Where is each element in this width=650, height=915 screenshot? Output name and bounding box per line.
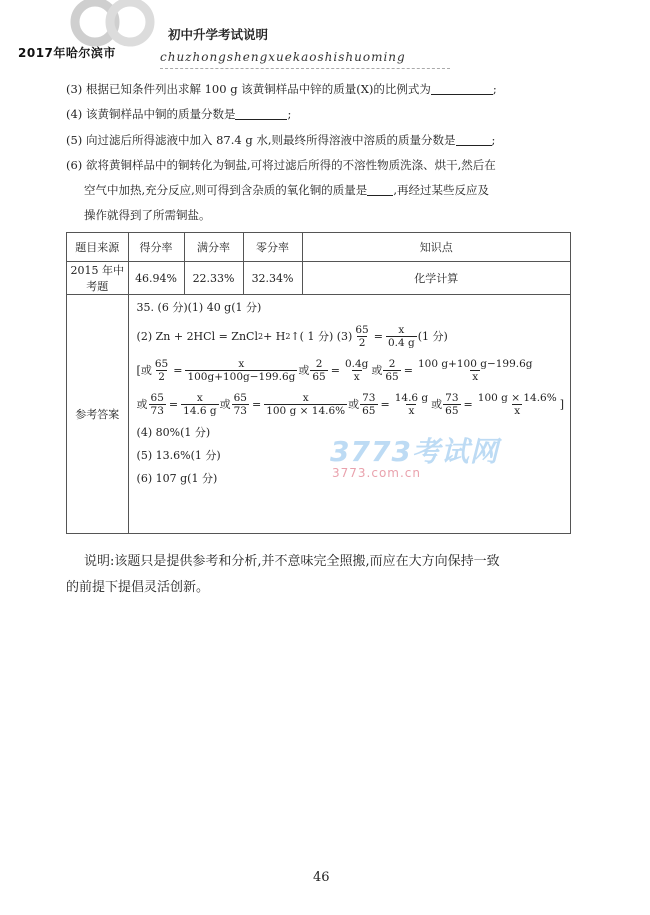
table-header-row <box>67 233 571 262</box>
question-4: (4) 该黄铜样品中铜的质量分数是 ; <box>66 107 292 121</box>
analysis-table <box>66 232 571 534</box>
table-row <box>67 262 571 295</box>
watermark-url: 3773.com.cn <box>332 466 421 480</box>
question-5: (5) 向过滤后所得滤液中加入 87.4 g 水,则最终所得溶液中溶质的质量分数是 ; <box>66 133 496 147</box>
table-header-cell: 题目来源 <box>67 233 129 262</box>
table-header-cell: 得分率 <box>128 233 184 262</box>
fraction: $\frac{x}{100g+100g-199.6g}$ <box>187 358 296 383</box>
answer-line: 或 $\frac{65}{73}$ = $\frac{x}{14.6 g}$ 或 $\frac{65}{73}$ = $\frac{x}{100 g \times 14.6\%}$ 或 $\frac{73}{65}$ = $\frac{14.6 g}{x}$ 或 $\frac{73}{65}$ = $\frac{100 g \times 14.6\%}{x}$ ] <box>136 392 564 417</box>
answer-blank <box>456 133 492 146</box>
answer-line: [或 $\frac{65}{2}$ = $\frac{x}{100g+100g-199.6g}$ 或 $\frac{2}{65}$ = $\frac{0.4g}{x}$ 或 $\frac{2}{65}$ = $\frac{100 g+100 g-199.6g}{x}$ <box>136 358 533 383</box>
header-pinyin: chuzhongshengxuekaoshishuoming <box>160 50 406 64</box>
page-number: 46 <box>313 870 330 885</box>
table-cell: 32.34% <box>243 262 302 295</box>
table-cell: 22.33% <box>184 262 243 295</box>
question-6-line-3: 操作就得到了所需铜盐。 <box>84 208 211 222</box>
answer-blank <box>235 107 287 120</box>
answer-line: 35. (6 分)(1) 40 g(1 分) <box>136 301 262 314</box>
fraction: $\frac{65}{2}$ <box>355 324 369 349</box>
fraction: $\frac{100 g+100 g-199.6g}{x}$ <box>417 358 533 383</box>
answer-content <box>128 295 570 534</box>
answer-row <box>67 295 571 534</box>
note-line-2: 的前提下提倡灵活创新。 <box>66 580 210 595</box>
answer-blank <box>431 82 493 95</box>
header-title: 初中升学考试说明 <box>168 27 269 42</box>
fraction: $\frac{2}{65}$ <box>385 358 399 383</box>
table-cell: 2015 年中考题 <box>67 262 129 295</box>
answer-label: 参考答案 <box>67 295 129 534</box>
fraction: $\frac{73}{65}$ <box>445 392 459 417</box>
answer-line: (6) 107 g(1 分) <box>136 472 218 485</box>
header-divider <box>160 68 450 69</box>
fraction: $\frac{0.4g}{x}$ <box>344 358 369 383</box>
answer-blank <box>367 183 393 196</box>
table-header-cell: 知识点 <box>302 233 570 262</box>
fraction: $\frac{65}{2}$ <box>154 358 169 383</box>
header-year-city: 2017年哈尔滨市 <box>18 46 116 60</box>
fraction: $\frac{14.6 g}{x}$ <box>394 392 429 417</box>
fraction: $\frac{73}{65}$ <box>362 392 376 417</box>
fraction: $\frac{x}{14.6 g}$ <box>183 392 217 417</box>
fraction: $\frac{x}{100 g \times 14.6\%}$ <box>266 392 346 417</box>
table-header-cell: 满分率 <box>184 233 243 262</box>
answer-line: (5) 13.6%(1 分) <box>136 449 221 462</box>
fraction: $\frac{100 g \times 14.6\%}{x}$ <box>477 392 557 417</box>
answer-line: (2) Zn + 2HCl = ZnCl 2 + H 2 ↑( 1 分) (3) $\frac{65}{2}$ = $\frac{x}{0.4 g}$ (1 分) <box>136 324 448 349</box>
fraction: $\frac{x}{0.4 g}$ <box>387 324 415 349</box>
question-3: (3) 根据已知条件列出求解 100 g 该黄铜样品中锌的质量(X)的比例式为 ; <box>66 82 497 96</box>
fraction: $\frac{65}{73}$ <box>150 392 164 417</box>
fraction: $\frac{65}{73}$ <box>233 392 247 417</box>
table-cell: 化学计算 <box>302 262 570 295</box>
answer-line: (4) 80%(1 分) <box>136 426 211 439</box>
question-6-line-1: (6) 欲将黄铜样品中的铜转化为铜盐,可将过滤后所得的不溶性物质洗涤、烘干,然后在 <box>66 158 496 172</box>
fraction: $\frac{2}{65}$ <box>312 358 326 383</box>
watermark-logo: 3773考试网 <box>330 435 499 468</box>
table-header-cell: 零分率 <box>243 233 302 262</box>
note-line-1: 说明:该题只是提供参考和分析,并不意味完全照搬,而应在大方向保持一致 <box>84 554 500 569</box>
table-cell: 46.94% <box>128 262 184 295</box>
question-6-line-2: 空气中加热,充分反应,则可得到含杂质的氧化铜的质量是 ,再经过某些反应及 <box>84 183 489 197</box>
